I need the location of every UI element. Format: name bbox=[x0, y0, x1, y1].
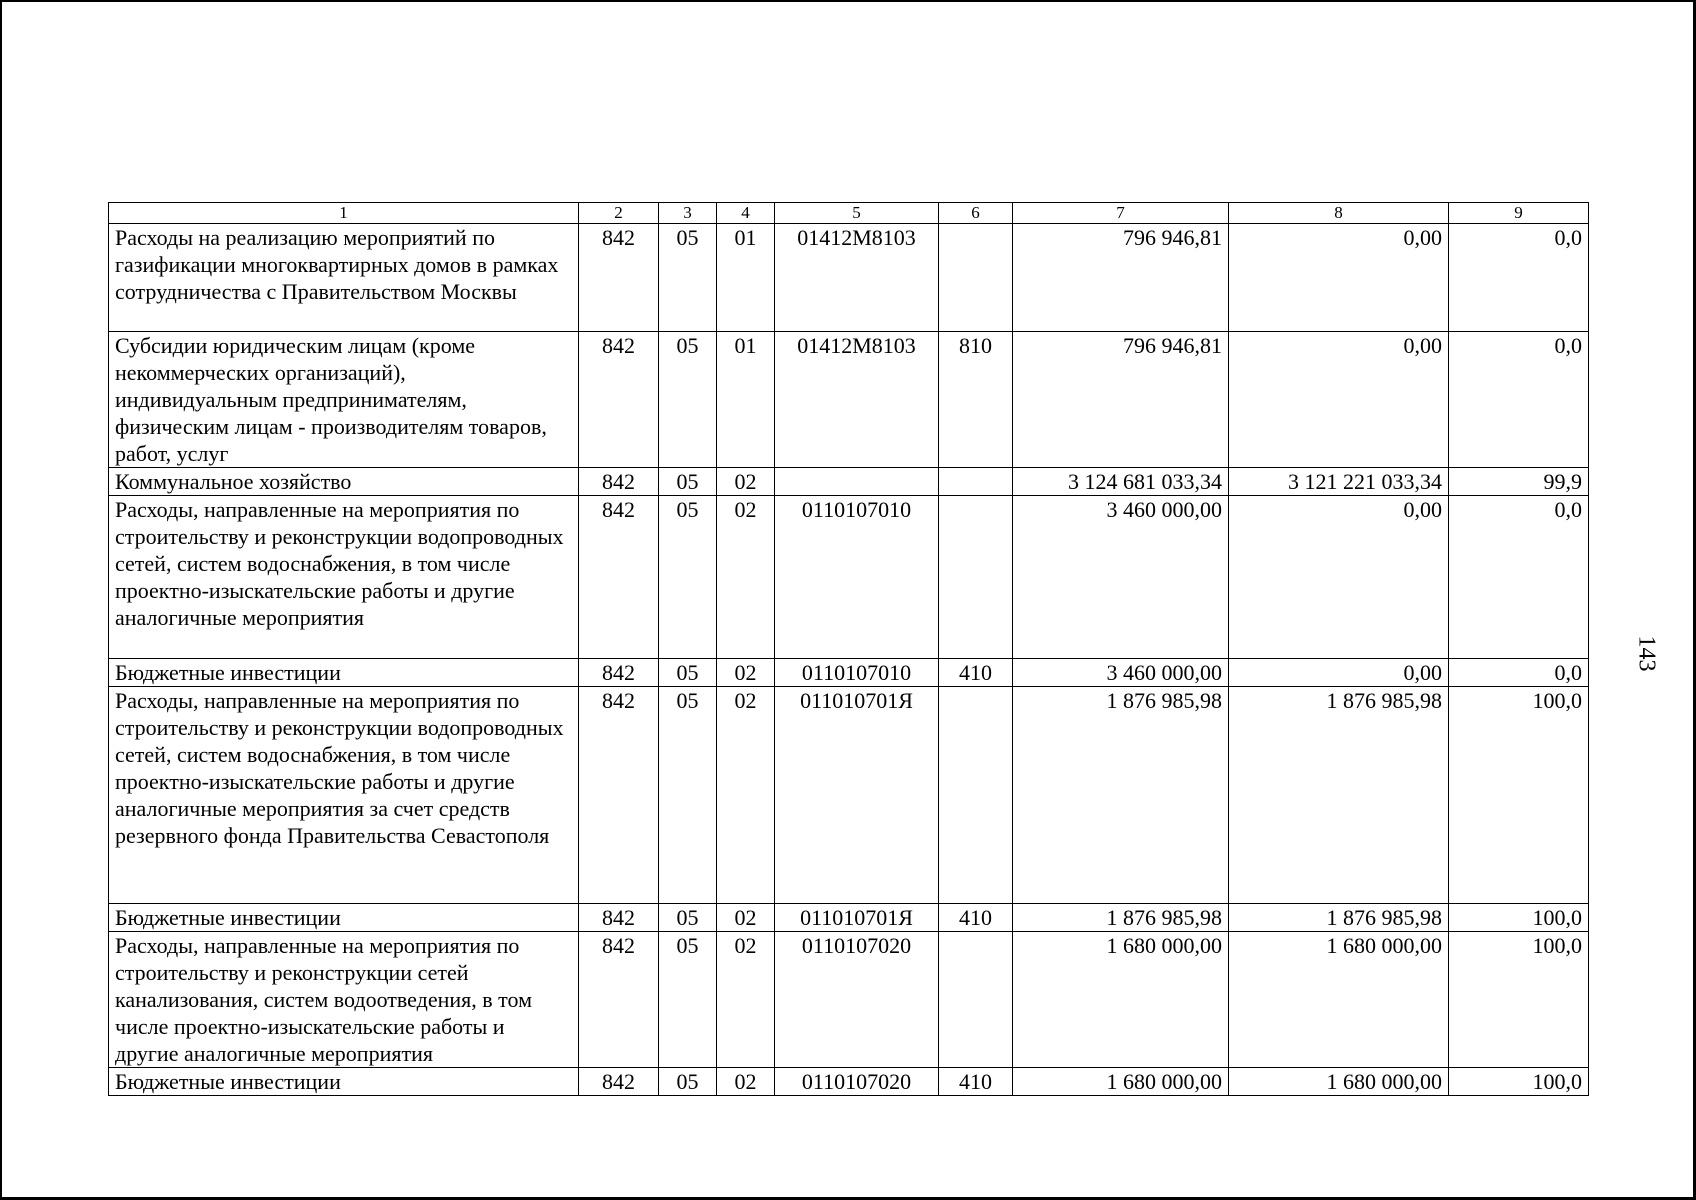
target-article-code: 01412M8103 bbox=[775, 224, 939, 332]
header-cell-7: 7 bbox=[1013, 203, 1229, 224]
planned-amount: 1 876 985,98 bbox=[1013, 687, 1229, 904]
expense-name: Расходы на реализацию мероприятий по газификации многоквартирных домов в рамках сотрудничества с Правительством Москвы bbox=[109, 224, 579, 332]
header-cell-2: 2 bbox=[579, 203, 659, 224]
execution-percent: 0,0 bbox=[1449, 659, 1589, 687]
ministry-code: 842 bbox=[579, 687, 659, 904]
expense-name: Бюджетные инвестиции bbox=[109, 1068, 579, 1096]
table-row bbox=[109, 1068, 1589, 1096]
executed-amount: 1 876 985,98 bbox=[1229, 904, 1449, 932]
executed-amount: 1 680 000,00 bbox=[1229, 932, 1449, 1068]
section-code: 05 bbox=[659, 687, 717, 904]
expense-name: Бюджетные инвестиции bbox=[109, 904, 579, 932]
section-code: 05 bbox=[659, 496, 717, 659]
table-row bbox=[109, 904, 1589, 932]
ministry-code: 842 bbox=[579, 1068, 659, 1096]
table-row bbox=[109, 468, 1589, 496]
expense-name: Бюджетные инвестиции bbox=[109, 659, 579, 687]
execution-percent: 0,0 bbox=[1449, 496, 1589, 659]
target-article-code: 011010701Я bbox=[775, 687, 939, 904]
expense-type-code: 410 bbox=[939, 904, 1013, 932]
header-cell-8: 8 bbox=[1229, 203, 1449, 224]
ministry-code: 842 bbox=[579, 659, 659, 687]
expense-name: Расходы, направленные на мероприятия по строительству и реконструкции сетей канализования, систем водоотведения, в том числе проектно-изыскательские работы и другие аналогичные мероприятия bbox=[109, 932, 579, 1068]
ministry-code: 842 bbox=[579, 224, 659, 332]
execution-percent: 100,0 bbox=[1449, 1068, 1589, 1096]
header-cell-3: 3 bbox=[659, 203, 717, 224]
subsection-code: 02 bbox=[717, 468, 775, 496]
planned-amount: 796 946,81 bbox=[1013, 332, 1229, 468]
section-code: 05 bbox=[659, 659, 717, 687]
table-header bbox=[109, 203, 1589, 224]
expense-name: Коммунальное хозяйство bbox=[109, 468, 579, 496]
ministry-code: 842 bbox=[579, 904, 659, 932]
header-cell-6: 6 bbox=[939, 203, 1013, 224]
expense-type-code bbox=[939, 496, 1013, 659]
section-code: 05 bbox=[659, 932, 717, 1068]
subsection-code: 01 bbox=[717, 224, 775, 332]
executed-amount: 1 876 985,98 bbox=[1229, 687, 1449, 904]
subsection-code: 02 bbox=[717, 687, 775, 904]
target-article-code: 0110107020 bbox=[775, 932, 939, 1068]
expense-type-code: 810 bbox=[939, 332, 1013, 468]
planned-amount: 3 460 000,00 bbox=[1013, 659, 1229, 687]
expense-type-code: 410 bbox=[939, 659, 1013, 687]
executed-amount: 0,00 bbox=[1229, 224, 1449, 332]
subsection-code: 02 bbox=[717, 932, 775, 1068]
section-code: 05 bbox=[659, 332, 717, 468]
header-row bbox=[109, 203, 1589, 224]
header-cell-4: 4 bbox=[717, 203, 775, 224]
table-row bbox=[109, 659, 1589, 687]
planned-amount: 1 876 985,98 bbox=[1013, 904, 1229, 932]
target-article-code: 011010701Я bbox=[775, 904, 939, 932]
table-row bbox=[109, 224, 1589, 332]
table-row bbox=[109, 496, 1589, 659]
execution-percent: 0,0 bbox=[1449, 332, 1589, 468]
planned-amount: 3 124 681 033,34 bbox=[1013, 468, 1229, 496]
table-row bbox=[109, 332, 1589, 468]
target-article-code: 01412M8103 bbox=[775, 332, 939, 468]
execution-percent: 100,0 bbox=[1449, 904, 1589, 932]
executed-amount: 0,00 bbox=[1229, 332, 1449, 468]
section-code: 05 bbox=[659, 904, 717, 932]
expense-name: Расходы, направленные на мероприятия по строительству и реконструкции водопроводных сетей, систем водоснабжения, в том числе проектно-изыскательские работы и другие аналогичные мероприятия bbox=[109, 496, 579, 659]
expense-type-code: 410 bbox=[939, 1068, 1013, 1096]
subsection-code: 02 bbox=[717, 496, 775, 659]
header-cell-5: 5 bbox=[775, 203, 939, 224]
table-row bbox=[109, 687, 1589, 904]
header-cell-9: 9 bbox=[1449, 203, 1589, 224]
target-article-code: 0110107010 bbox=[775, 659, 939, 687]
planned-amount: 796 946,81 bbox=[1013, 224, 1229, 332]
ministry-code: 842 bbox=[579, 332, 659, 468]
ministry-code: 842 bbox=[579, 932, 659, 1068]
expense-type-code bbox=[939, 468, 1013, 496]
subsection-code: 02 bbox=[717, 659, 775, 687]
execution-percent: 0,0 bbox=[1449, 224, 1589, 332]
expense-type-code bbox=[939, 932, 1013, 1068]
page-number: 143 bbox=[1633, 635, 1660, 672]
target-article-code: 0110107010 bbox=[775, 496, 939, 659]
header-cell-1: 1 bbox=[109, 203, 579, 224]
target-article-code bbox=[775, 468, 939, 496]
planned-amount: 3 460 000,00 bbox=[1013, 496, 1229, 659]
executed-amount: 1 680 000,00 bbox=[1229, 1068, 1449, 1096]
ministry-code: 842 bbox=[579, 496, 659, 659]
section-code: 05 bbox=[659, 468, 717, 496]
ministry-code: 842 bbox=[579, 468, 659, 496]
section-code: 05 bbox=[659, 224, 717, 332]
executed-amount: 3 121 221 033,34 bbox=[1229, 468, 1449, 496]
expense-type-code bbox=[939, 687, 1013, 904]
subsection-code: 01 bbox=[717, 332, 775, 468]
execution-percent: 100,0 bbox=[1449, 932, 1589, 1068]
subsection-code: 02 bbox=[717, 1068, 775, 1096]
execution-percent: 99,9 bbox=[1449, 468, 1589, 496]
budget-table bbox=[108, 202, 1589, 1096]
expense-type-code bbox=[939, 224, 1013, 332]
target-article-code: 0110107020 bbox=[775, 1068, 939, 1096]
expense-name: Субсидии юридическим лицам (кроме некоммерческих организаций), индивидуальным предпринимателям, физическим лицам - производителям товаров, работ, услуг bbox=[109, 332, 579, 468]
section-code: 05 bbox=[659, 1068, 717, 1096]
subsection-code: 02 bbox=[717, 904, 775, 932]
table-body bbox=[109, 224, 1589, 1096]
executed-amount: 0,00 bbox=[1229, 496, 1449, 659]
expense-name: Расходы, направленные на мероприятия по строительству и реконструкции водопроводных сетей, систем водоснабжения, в том числе проектно-изыскательские работы и другие аналогичные мероприятия за счет средств резервного фонда Правительства Севастополя bbox=[109, 687, 579, 904]
execution-percent: 100,0 bbox=[1449, 687, 1589, 904]
table-row bbox=[109, 932, 1589, 1068]
executed-amount: 0,00 bbox=[1229, 659, 1449, 687]
planned-amount: 1 680 000,00 bbox=[1013, 1068, 1229, 1096]
planned-amount: 1 680 000,00 bbox=[1013, 932, 1229, 1068]
